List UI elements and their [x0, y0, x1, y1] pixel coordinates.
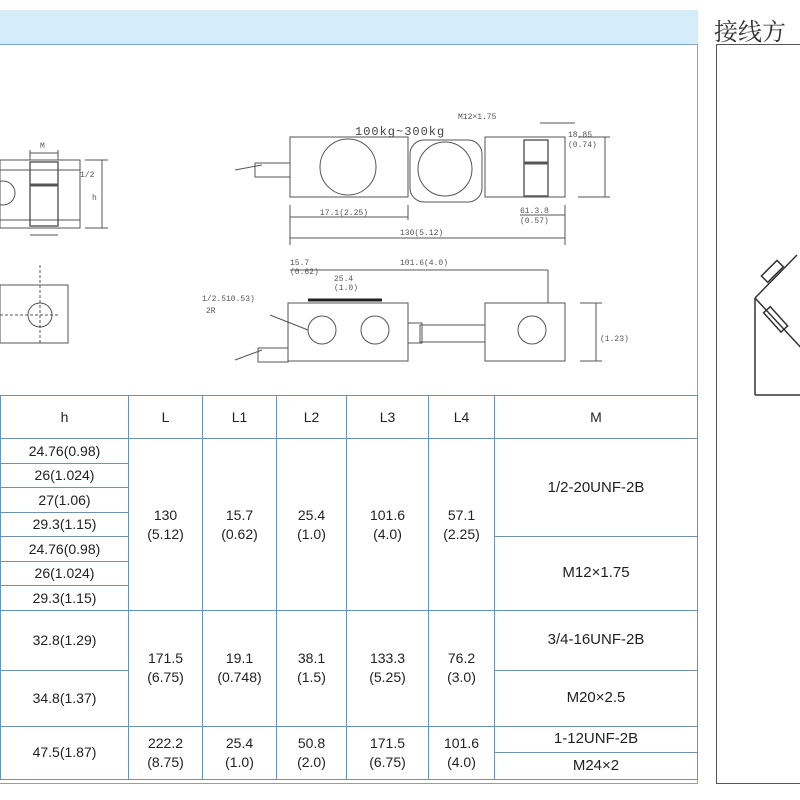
col-header-l2: L2 [277, 396, 347, 439]
table-row [1, 726, 698, 753]
table-row [1, 610, 698, 670]
col-header-h: h [1, 396, 129, 439]
dim-label-l3: 101.6(4.0) [400, 259, 449, 268]
cell-l: 222.2 (8.75) [129, 726, 203, 779]
cell-l3: 171.5 (6.75) [347, 726, 429, 779]
spec-table [0, 395, 698, 780]
cell-l1: 15.7 (0.62) [203, 439, 277, 610]
dim-label-half: 1/2 [80, 171, 95, 180]
bridge-wire-diagonal [755, 298, 800, 365]
cell-m-thread: 1/2-20UNF-2B [495, 439, 698, 537]
cell-l1: 25.4 (1.0) [203, 726, 277, 779]
wiring-panel-frame [716, 44, 800, 784]
table-header-row [1, 396, 698, 439]
col-header-l: L [129, 396, 203, 439]
cell-m-thread: 1-12UNF-2B [495, 726, 698, 753]
section-header-bar [0, 10, 698, 45]
dim-label-l1: 17.1(2.25) [320, 209, 369, 218]
cell-h: 29.3(1.15) [1, 586, 129, 610]
cell-h: 26(1.024) [1, 463, 129, 487]
dim-label-057: (0.57) [520, 217, 549, 226]
cell-l: 171.5 (6.75) [129, 610, 203, 726]
col-header-l1: L1 [203, 396, 277, 439]
dim-label-m: M [40, 142, 45, 151]
col-header-m: M [495, 396, 698, 439]
cell-m-metric: M24×2 [495, 753, 698, 780]
cell-l2: 25.4 (1.0) [277, 439, 347, 610]
dim-label-thread: M12×1.75 [458, 113, 497, 122]
cell-l4: 57.1 (2.25) [429, 439, 495, 610]
cell-l3: 133.3 (5.25) [347, 610, 429, 726]
cell-l: 130 (5.12) [129, 439, 203, 610]
capacity-range-label: 100kg~300kg [355, 125, 446, 139]
cell-l1: 19.1 (0.748) [203, 610, 277, 726]
dim-label-613: 61.3.8 [520, 207, 549, 216]
dim-label-1885: 18.85 [568, 131, 593, 140]
wiring-section-title: 接线方 [714, 18, 786, 46]
cell-l3: 101.6 (4.0) [347, 439, 429, 610]
col-header-l3: L3 [347, 396, 429, 439]
col-header-l4: L4 [429, 396, 495, 439]
cell-h: 24.76(0.98) [1, 537, 129, 561]
cell-h: 26(1.024) [1, 561, 129, 585]
cell-h: 32.8(1.29) [1, 610, 129, 670]
dim-label-062: (0.62) [290, 268, 319, 277]
hole-label: 1/2.510.53) [202, 295, 255, 304]
cell-h: 29.3(1.15) [1, 512, 129, 536]
cell-m-metric: M20×2.5 [495, 670, 698, 726]
dim-label-h: h [92, 194, 97, 203]
cell-l4: 101.6 (4.0) [429, 726, 495, 779]
hole-label-2r: 2R [206, 307, 216, 316]
table-row [1, 439, 698, 463]
cell-m-thread: 3/4-16UNF-2B [495, 610, 698, 670]
cell-h: 27(1.06) [1, 488, 129, 512]
dim-label-l: 130(5.12) [400, 229, 444, 238]
cell-l2: 50.8 (2.0) [277, 726, 347, 779]
cell-m-metric: M12×1.75 [495, 537, 698, 610]
cell-h: 47.5(1.87) [1, 726, 129, 779]
load-cell-side-view [235, 123, 610, 245]
dim-label-123: (1.23) [600, 335, 629, 344]
cell-h: 34.8(1.37) [1, 670, 129, 726]
load-cell-top-view [235, 270, 602, 362]
cell-l2: 38.1 (1.5) [277, 610, 347, 726]
dim-label-254: 25.4 [334, 275, 354, 284]
cell-h: 24.76(0.98) [1, 439, 129, 463]
left-front-view [0, 150, 108, 235]
dim-label-157: 15.7 [290, 259, 310, 268]
cell-l4: 76.2 (3.0) [429, 610, 495, 726]
wiring-diagram [717, 45, 800, 785]
left-top-view [0, 265, 68, 345]
dimension-drawing [0, 45, 697, 395]
dim-label-10: (1.0) [334, 284, 359, 293]
dim-label-074: (0.74) [568, 141, 597, 150]
